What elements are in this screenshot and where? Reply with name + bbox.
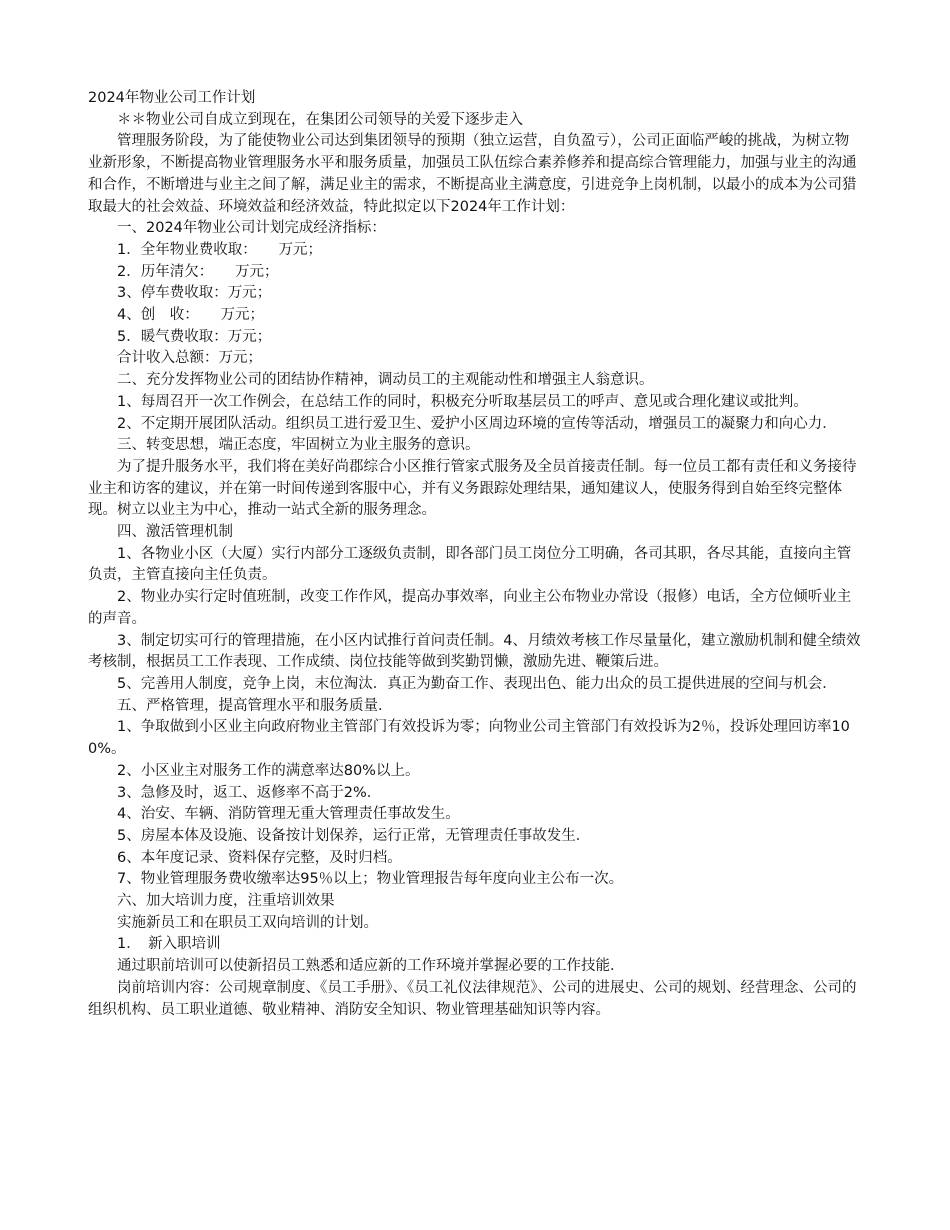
paragraph: 5、完善用人制度，竞争上岗，末位淘汰．真正为勤奋工作、表现出色、能力出众的员工提供进展的空间与机会． [117, 675, 837, 692]
paragraph: 管理服务阶段，为了能使物业公司达到集团领导的预期（独立运营，自负盈亏），公司正面临严峻的挑战，为树立物业新形象，不断提高物业管理服务水平和服务质量，加强员工队伍综合素养修养和提高综合管理能力，加强与业主的沟通和合作，不断增进与业主之间了解，满足业主的需求，不断提高业主满意度，引进竞争上岗机制，以最小的成本为公司猎取最大的社会效益、环境效益和经济效益，特此拟定以下2024年工作计划： [88, 133, 857, 215]
paragraph: 四、激活管理机制 [117, 524, 233, 541]
paragraph: 1． 新入职培训 [117, 936, 221, 953]
paragraph: 4、治安、车辆、消防管理无重大管理责任事故发生。 [117, 806, 460, 823]
paragraph: 1、每周召开一次工作例会，在总结工作的同时，积极充分听取基层员工的呼声、意见或合理化建议或批判。 [117, 393, 808, 410]
paragraph: 3、制定切实可行的管理措施，在小区内试推行首问责任制。4、月绩效考核工作尽量量化，建立激励机制和健全绩效考核制，根据员工工作表现、工作成绩、岗位技能等做到奖勤罚懒，激励先进、鞭策后进。 [88, 632, 861, 671]
paragraph: 4、创 收： 万元； [117, 307, 264, 324]
paragraph: 一、2024年物业公司计划完成经济指标： [117, 220, 386, 237]
paragraph: 3、停车费收取：万元； [117, 285, 272, 302]
paragraph: 合计收入总额：万元； [117, 350, 262, 367]
paragraph: 1、争取做到小区业主向政府物业主管部门有效投诉为零；向物业公司主管部门有效投诉为2％，投诉处理回访率100%。 [88, 719, 850, 758]
paragraph: 实施新员工和在职员工双向培训的计划。 [117, 914, 378, 931]
paragraph: ＊＊物业公司自成立到现在，在集团公司领导的关爱下逐步走入 [117, 111, 523, 128]
paragraph: 5．暖气费收取：万元； [117, 328, 272, 345]
paragraph: 通过职前培训可以使新招员工熟悉和适应新的工作环境并掌握必要的工作技能． [117, 958, 625, 975]
paragraph: 5、房屋本体及设施、设备按计划保养，运行正常，无管理责任事故发生． [117, 827, 591, 844]
paragraph: 2、物业办实行定时值班制，改变工作作风，提高办事效率，向业主公布物业办常设（报修）电话，全方位倾听业主的声音。 [88, 589, 852, 627]
document-title: 2024年物业公司工作计划 [88, 90, 256, 106]
document-page [88, 88, 863, 1021]
paragraph: 二、充分发挥物业公司的团结协作精神，调动员工的主观能动性和增强主人翁意识。 [117, 372, 654, 389]
paragraph: 6、本年度记录、资料保存完整，及时归档。 [117, 849, 402, 866]
paragraph: 1．全年物业费收取： 万元； [117, 241, 322, 258]
paragraph: 六、加大培训力度，注重培训效果 [117, 893, 335, 910]
paragraph: 3、急修及时，返工、返修率不高于2%． [117, 784, 382, 801]
paragraph: 岗前培训内容：公司规章制度、《员工手册》、《员工礼仪法律规范》、公司的进展史、公司的规划、经营理念、公司的组织机构、员工职业道德、敬业精神、消防安全知识、物业管理基础知识等内容。 [88, 979, 857, 1018]
paragraph: 2、不定期开展团队活动。组织员工进行爱卫生、爱护小区周边环境的宣传等活动，增强员工的凝聚力和向心力． [117, 415, 837, 432]
paragraph: 三、转变思想，端正态度，牢固树立为业主服务的意识。 [117, 437, 480, 454]
paragraph: 7、物业管理服务费收缴率达95％以上；物业管理报告每年度向业主公布一次。 [117, 871, 624, 888]
paragraph: 五、严格管理，提高管理水平和服务质量． [117, 697, 393, 714]
paragraph: 1、各物业小区（大厦）实行内部分工逐级负责制，即各部门员工岗位分工明确，各司其职，各尽其能，直接向主管负责，主管直接向主任负责。 [88, 545, 852, 584]
document-body [88, 110, 863, 1022]
paragraph: 2、小区业主对服务工作的满意率达80%以上。 [117, 762, 420, 779]
paragraph: 为了提升服务水平，我们将在美好尚郡综合小区推行管家式服务及全员首接责任制。每一位员工都有责任和义务接待业主和访客的建议，并在第一时间传递到客服中心，并有义务跟踪处理结果，通知建议人，使服务得到自始至终完整体现。树立以业主为中心，推动一站式全新的服务理念。 [88, 458, 857, 519]
paragraph: 2．历年清欠： 万元； [117, 263, 279, 280]
